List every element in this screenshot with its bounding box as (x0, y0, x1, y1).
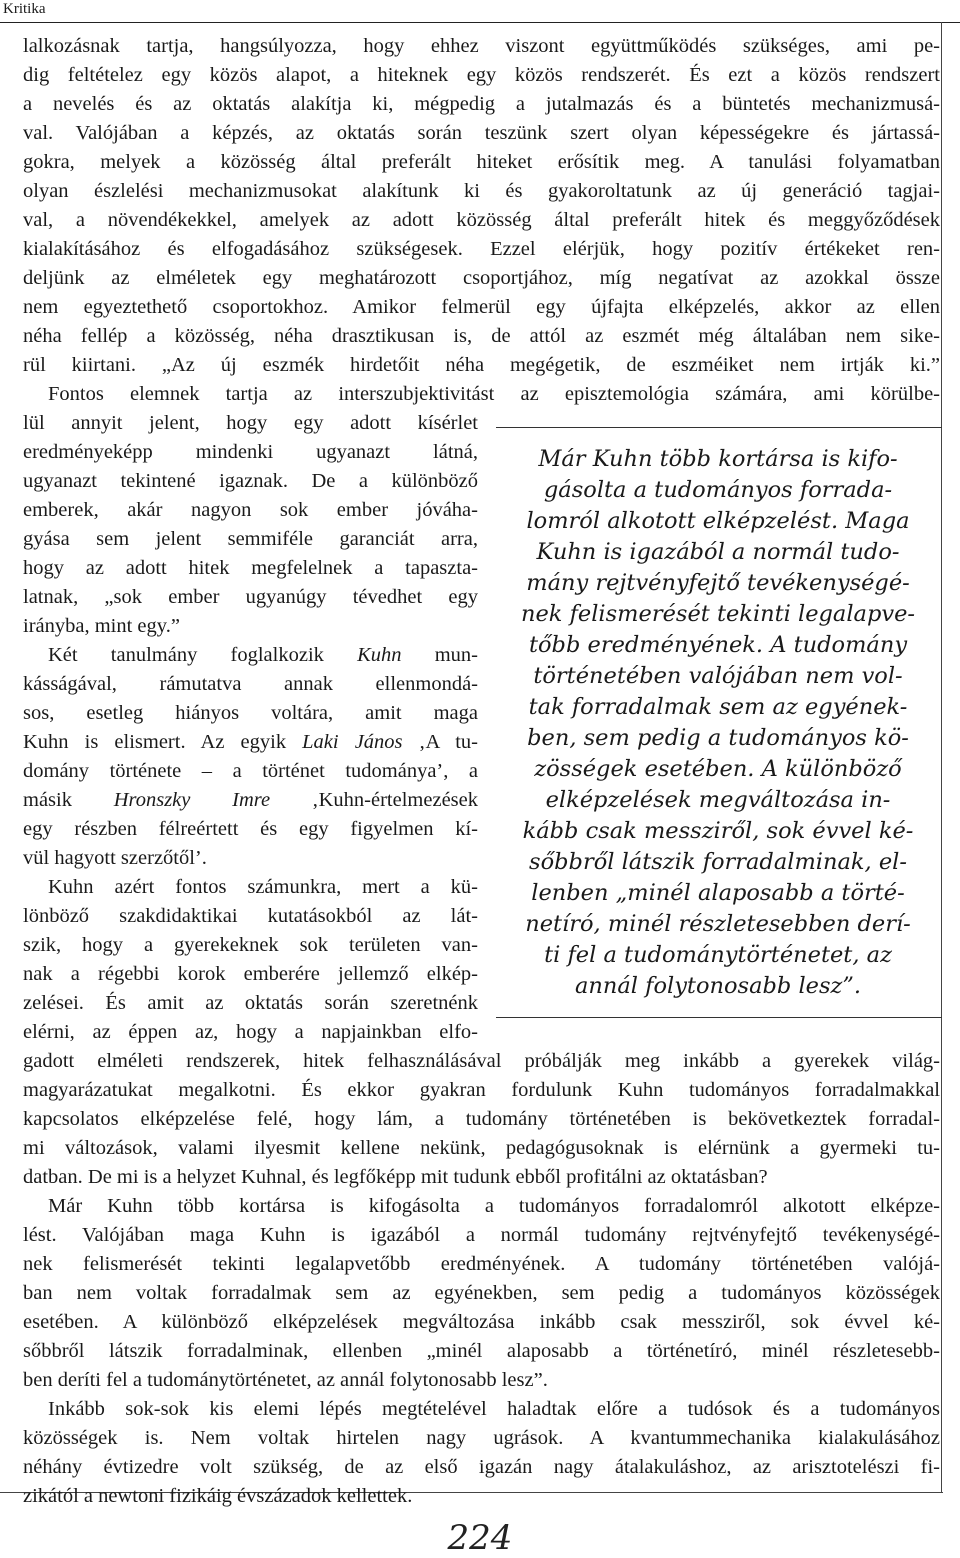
text-line: ugyanazt tekintené igaznak. De a különböző (23, 470, 478, 492)
pull-quote-line: kább csak messziről, sok évvel ké- (522, 818, 914, 844)
text-line: val, a növendékekkel, amelyek az adott közösség által preferált hitek és meggyőződések (23, 209, 940, 231)
text-line: gyása sem jelent semmiféle garanciát arra, (23, 528, 478, 550)
text-line: hogy az adott hitek megfelelnek a tapaszta- (23, 557, 478, 579)
text-line: néha fellép a közösség, néha drasztikusan is, de attól az eszmét még általában nem sike- (23, 325, 940, 347)
text-line: mi változások, valami ilyesmit kellene nekünk, pedagógusoknak is elérnünk a gyermeki tu- (23, 1137, 940, 1159)
text-line: kialakításához és elfogadásához szükségesek. Ezzel elérjük, hogy pozitív értékeket ren- (23, 238, 940, 260)
text-line: lést. Valójában maga Kuhn is igazából a normál tudomány rejtvényfejtő tevékenységé- (23, 1224, 940, 1246)
pull-quote-line: lenben „minél alaposabb a törté- (531, 880, 905, 906)
text-line: közösségek is. Nem voltak hirtelen nagy ugrások. A kvantummechanika kialakulásához (23, 1427, 940, 1449)
text-line: sos, esetleg hiányos voltára, amit maga (23, 702, 478, 724)
pull-quote-bottom-rule (496, 1017, 942, 1018)
text-line: gokra, melyek a közösség által preferált hiteket erősítik meg. A tanulási folyamatban (23, 151, 940, 173)
pull-quote-line: tak forradalmak sem az egyének- (528, 694, 908, 720)
text-line: zikától a newtoni fizikáig évszázadok kellettek. (23, 1485, 413, 1507)
text-line: elérni, az éppen az, hogy a napjainkban elfo- (23, 1021, 478, 1043)
pull-quote-line: történetében valójában nem vol- (533, 663, 903, 689)
text-line: ban nem voltak forradalmak sem az egyénekben, sem pedig a tudományos közösségek (23, 1282, 940, 1304)
running-header (0, 0, 960, 24)
pull-quote-line: zösségek esetében. A különböző (534, 756, 902, 782)
pull-quote-top-rule (496, 427, 942, 428)
pull-quote-line: tőbb eredményének. A tudomány (528, 632, 908, 658)
text-line: ben deríti fel a tudománytörténetet, az annál folytonosabb lesz”. (23, 1369, 548, 1391)
pull-quote-line: elképzelések megváltozása in- (545, 787, 891, 813)
text-line: domány története – a történet tudománya’, a (23, 760, 478, 782)
text-line: lalkozásnak tartja, hangsúlyozza, hogy ehhez viszont együttműködés szükséges, ami pe- (23, 35, 940, 57)
pull-quote-line: ti fel a tudománytörténetet, az (544, 942, 892, 968)
author-name: Kuhn (357, 644, 402, 666)
text-line: vül hagyott szerzőtől’. (23, 847, 207, 869)
text-line: latnak, „sok ember ugyanúgy tévedhet egy (23, 586, 478, 608)
text-line: datban. De mi is a helyzet Kuhnal, és legfőképp mit tudunk ebből profitálni az oktatásban? (23, 1166, 768, 1188)
text-line: zelései. És amit az oktatás során szeretnénk (23, 992, 478, 1014)
text-line: néhány évtizedre volt szükség, de az első igazán nagy átalakuláshoz, az arisztotelészi fi- (23, 1456, 940, 1478)
pull-quote-line: sőbbről látszik forradalminak, el- (529, 849, 907, 875)
pull-quote-line: netíró, minél részletesebben derí- (525, 911, 911, 937)
text-line: egy részben félreértett és egy figyelmen kí- (23, 818, 478, 840)
pull-quote-line: lomról alkotott elképzelést. Maga (526, 508, 910, 534)
text-line: magyarázatukat megalkotni. És ekkor gyakran fordulunk Kuhn tudományos forradalmakkal (23, 1079, 940, 1101)
text-line: a nevelés és az oktatás alakítja ki, mégpedig a jutalmazás és a büntetés mechanizmusá- (23, 93, 940, 115)
pull-quote-line: gásolta a tudományos forrada- (543, 477, 893, 503)
text-line: gadott elméleti rendszerek, hitek felhasználásával próbálják meg inkább a gyerekek világ- (23, 1050, 940, 1072)
text-line: nak a régebbi korok emberére jellemző elkép- (23, 963, 478, 985)
pull-quote-line: annál folytonosabb lesz”. (574, 973, 862, 999)
text-line: lül annyit jelent, hogy egy adott kísérlet (23, 412, 478, 434)
text-line: Kuhn azért fontos számunkra, mert a kü- (48, 876, 478, 898)
pull-quote-line: mány rejtvényfejtő tevékenységé- (526, 570, 910, 596)
pull-quote-line: nek felismerését tekinti legalapve- (521, 601, 915, 627)
text-line: Fontos elemnek tartja az interszubjektivitást az episztemológia számára, ami körülbe- (48, 383, 940, 405)
text-line: kapcsolatos elképzelése felé, hogy lám, a tudomány történetében is bekövetkeztek forradal- (23, 1108, 940, 1130)
text-line: Már Kuhn több kortársa is kifogásolta a tudományos forradalomról alkotott elképze- (48, 1195, 940, 1217)
text-line: emberek, akár nagyon sok ember jóváha- (23, 499, 478, 521)
text-line: sőbbről látszik forradalminak, ellenben „minél alaposabb a történetíró, minél részletesebb- (23, 1340, 940, 1362)
pull-quote-line: Már Kuhn több kortársa is kifo- (538, 446, 898, 472)
text-line: lönböző szakdidaktikai kutatásokból az lát- (23, 905, 478, 927)
pull-quote-line: ben, sem pedig a tudományos kö- (527, 725, 909, 751)
text-line: irányba, mint egy.” (23, 615, 180, 637)
text-line: Inkább sok-sok kis elemi lépés megtételével haladtak előre a tudósok és a tudományos (48, 1398, 940, 1420)
author-name: Hronszky Imre (113, 789, 271, 811)
header-rule (0, 22, 960, 23)
text-line: szik, hogy a gyerekeknek sok területen van- (23, 934, 478, 956)
text-line: rül kiirtani. „Az új eszmék hirdetőit néha megégetik, de eszméiket nem irtják ki.” (23, 354, 940, 376)
text-line: eredményeképp mindenki ugyanazt látná, (23, 441, 478, 463)
text-line: val. Valójában a képzés, az oktatás során teszünk szert olyan képességekre és jártassá- (23, 122, 940, 144)
author-name: Laki János (302, 731, 403, 753)
text-line: olyan észlelési mechanizmusokat alakítunk ki és gyakoroltatunk az új generáció tagjai- (23, 180, 940, 202)
pull-quote-line: Kuhn is igazából a normál tudo- (536, 539, 900, 565)
text-line: deljünk az elméletek egy meghatározott csoportjához, míg negatívat az azokkal össze (23, 267, 940, 289)
text-line: másik Hronszky Imre ‚Kuhn-értelmezések (23, 789, 478, 811)
text-line: esetében. A különböző elképzelések megváltozása inkább csak messziről, sok évvel ké- (23, 1311, 940, 1333)
text-line: Két tanulmány foglalkozik Kuhn mun- (48, 644, 478, 666)
text-line: kásságával, rámutatva annak ellenmondá- (23, 673, 478, 695)
text-line: nek felismerését tekinti legalapvetőbb eredményének. A tudomány történetében valójá- (23, 1253, 940, 1275)
page-number: 224 (447, 1518, 513, 1558)
section-label: Kritika (3, 1, 46, 17)
text-line: dig feltételez egy közös alapot, a hiteknek egy közös rendszerét. És ezt a közös rendszert (23, 64, 940, 86)
text-line: Kuhn is elismert. Az egyik Laki János ‚A tu- (23, 731, 478, 753)
text-line: nem egyeztethető csoportokhoz. Amikor felmerül egy újfajta elképzelés, akkor az ellen (23, 296, 940, 318)
